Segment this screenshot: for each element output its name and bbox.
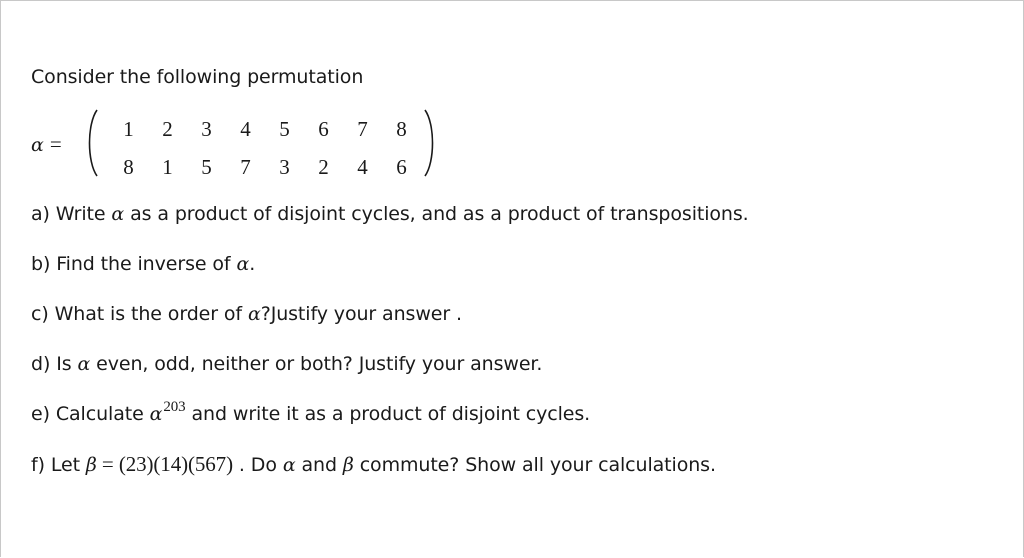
alpha-lhs bbox=[31, 132, 62, 157]
permutation-definition bbox=[31, 110, 451, 178]
intro-text: Consider the following permutation bbox=[31, 66, 364, 88]
alpha-symbol: α bbox=[236, 253, 250, 275]
question-d-post: even, odd, neither or both? Justify your answer. bbox=[90, 353, 543, 375]
matrix-cell: 6 bbox=[396, 154, 407, 179]
matrix-cell: 6 bbox=[318, 116, 329, 141]
matrix-cell: 7 bbox=[357, 116, 368, 141]
matrix-cell: 3 bbox=[279, 154, 290, 179]
question-e-pre: e) Calculate bbox=[31, 403, 150, 425]
question-a bbox=[31, 202, 749, 226]
question-d-pre: d) Is bbox=[31, 353, 78, 375]
question-f bbox=[31, 452, 716, 477]
matrix-cell: 7 bbox=[240, 154, 251, 179]
matrix-cell: 5 bbox=[279, 116, 290, 141]
alpha-symbol: α bbox=[247, 303, 261, 325]
beta-cycles: (23)(14)(567) bbox=[118, 452, 233, 476]
right-parenthesis bbox=[423, 108, 437, 178]
alpha-symbol: α bbox=[111, 203, 125, 225]
alpha-symbol: α bbox=[77, 353, 91, 375]
equals-sign: = bbox=[96, 452, 119, 476]
question-c bbox=[31, 302, 462, 326]
question-c-post: ?Justify your answer . bbox=[260, 303, 462, 325]
matrix-cell: 8 bbox=[396, 116, 407, 141]
matrix-cell: 2 bbox=[318, 154, 329, 179]
question-f-mid: . Do bbox=[232, 454, 283, 476]
matrix-bottom-row bbox=[109, 148, 421, 186]
beta-symbol: β bbox=[85, 454, 97, 476]
matrix-cell: 8 bbox=[123, 154, 134, 179]
matrix-cell: 5 bbox=[201, 154, 212, 179]
question-a-pre: a) Write bbox=[31, 203, 112, 225]
matrix-cell: 2 bbox=[162, 116, 173, 141]
alpha-symbol: α bbox=[149, 403, 163, 425]
question-f-pre: f) Let bbox=[31, 454, 86, 476]
equals-sign: = bbox=[49, 132, 62, 156]
question-a-post: as a product of disjoint cycles, and as a product of transpositions. bbox=[124, 203, 749, 225]
matrix-cell: 4 bbox=[240, 116, 251, 141]
left-parenthesis bbox=[85, 108, 99, 178]
question-e-post: and write it as a product of disjoint cycles. bbox=[185, 403, 591, 425]
question-b-pre: b) Find the inverse of bbox=[31, 253, 237, 275]
question-e bbox=[31, 399, 591, 428]
exponent: 203 bbox=[163, 399, 186, 415]
alpha-symbol: α bbox=[282, 454, 296, 476]
question-d bbox=[31, 352, 542, 376]
permutation-matrix bbox=[109, 110, 421, 186]
question-b bbox=[31, 252, 255, 276]
matrix-cell: 3 bbox=[201, 116, 212, 141]
question-f-post: commute? Show all your calculations. bbox=[353, 454, 716, 476]
matrix-cell: 1 bbox=[162, 154, 173, 179]
matrix-cell: 1 bbox=[123, 116, 134, 141]
question-b-post: . bbox=[249, 253, 256, 275]
question-f-and: and bbox=[295, 454, 343, 476]
matrix-cell: 4 bbox=[357, 154, 368, 179]
beta-symbol: β bbox=[342, 454, 354, 476]
alpha-symbol: α bbox=[31, 134, 44, 156]
question-c-pre: c) What is the order of bbox=[31, 303, 248, 325]
matrix-top-row bbox=[109, 110, 421, 148]
